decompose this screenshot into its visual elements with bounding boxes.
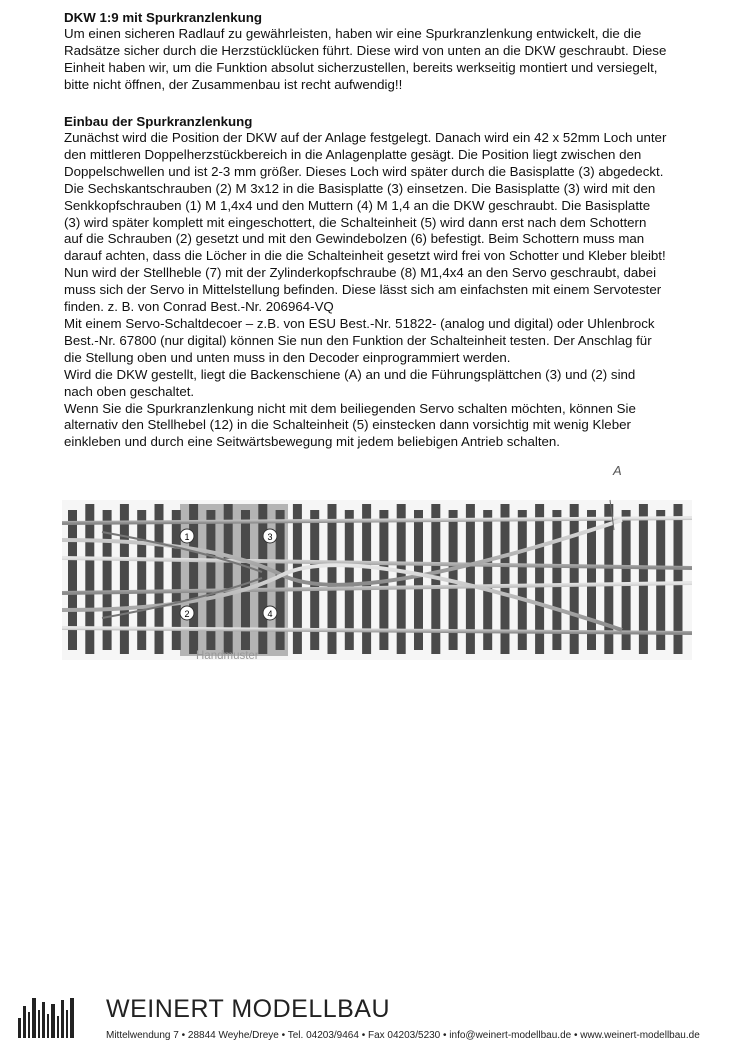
sleeper [518, 510, 527, 650]
paragraph-line: die Stellung oben und unten muss in den Decoder einprogrammiert werden. [64, 349, 511, 365]
paragraph-line: einkleben und durch eine Seitwärtsbewegung mit jedem beliebigen Antrieb schalten. [64, 434, 560, 450]
paragraph-line: Die Sechskantschrauben (2) M 3x12 in die Basisplatte (3) einsetzen. Die Basisplatte (3) wird mit den [64, 180, 656, 196]
paragraph-line: Radsätze sicher durch die Herzstücklücken führt. Diese wird von unten an die DKW geschraubt. Diese [64, 42, 667, 58]
paragraph-line: bitte nicht öffnen, der Zusammenbau ist recht aufwendig!! [64, 76, 403, 92]
callout-label: 2 [184, 609, 190, 619]
callout-4 [263, 606, 277, 620]
weinert-logo-mark [18, 998, 82, 1038]
paragraph-line: Einheit haben wir, um die Funktion absolut sicherzustellen, bereits werkseitig montiert und versiegelt, [64, 59, 658, 75]
sleeper [552, 510, 561, 650]
paragraph-line: Nun wird der Stellheble (7) mit der Zylinderkopfschraube (8) M1,4x4 an den Servo geschraubt, dabei [64, 265, 657, 281]
sleeper [85, 504, 94, 654]
section-heading: Einbau der Spurkranzlenkung [64, 114, 253, 129]
marker-a-label: A [613, 463, 622, 478]
sleeper [622, 510, 631, 650]
section-intro [64, 9, 714, 94]
paragraph-line: Wenn Sie die Spurkranzlenkung nicht mit dem beiliegenden Servo schalten möchten, können Sie [64, 400, 636, 416]
callout-1 [180, 529, 194, 543]
sleeper [155, 504, 164, 654]
sleeper [120, 504, 129, 654]
section-installation [64, 113, 714, 451]
paragraph-line: Senkkopfschrauben (1) M 1,4x4 und den Muttern (4) M 1,4 an die DKW geschraubt. Die Basisplatte [64, 197, 651, 213]
paragraph-line: Doppelschwellen und ist 2-3 mm größer. Dieses Loch wird später durch die Basisplatte (3) abgedeckt. [64, 163, 664, 179]
paragraph-line: darauf achten, dass die Löcher in die die Schalteinheit gesetzt wird frei von Schotter und Kleber bleibt! [64, 248, 666, 264]
callout-3 [263, 529, 277, 543]
callout-label: 4 [267, 609, 273, 619]
sleeper [224, 504, 233, 654]
paragraph-line: Zunächst wird die Position der DKW auf der Anlage festgelegt. Danach wird ein 42 x 52mm Loch unter [64, 130, 667, 145]
paragraph-line: Um einen sicheren Radlauf zu gewährleisten, haben wir eine Spurkranzlenkung entwickelt, die die [64, 26, 642, 41]
paragraph-line: (3) wird später komplett mit eingeschottert, die Schalteinheit (5) wird dann erst nach dem Schottern [64, 214, 647, 230]
sleeper [483, 510, 492, 650]
paragraph-line: auf die Schrauben (2) gesetzt und mit den Gewindebolzen (6) befestigt. Beim Schottern muss man [64, 231, 645, 247]
paragraph-line: Wird die DKW gestellt, liegt die Backenschiene (A) an und die Führungsplättchen (3) und (2) sind [64, 366, 636, 382]
paragraph-line: muss sich der Servo in Mittelstellung befinden. Diese lässt sich am einfachsten mit einem Servotester [64, 282, 662, 298]
paragraph-line: alternativ den Stellhebel (12) in die Schalteinheit (5) einstecken dann vorsichtig mit wenig Kleber [64, 417, 631, 433]
figure-caption: Handmuster [196, 650, 259, 662]
double-slip-switch-illustration [62, 460, 692, 675]
brand-name: WEINERT MODELLBAU [106, 995, 391, 1023]
company-address: Mittelwendung 7 • 28844 Weyhe/Dreye • Tel. 04203/9464 • Fax 04203/5230 • info@weinert-modellbau.de • www.weinert-modellbau.de [106, 1030, 700, 1041]
paragraph-line: den mittleren Doppelherzstückbereich in die Anlagenplatte gesägt. Die Position liegt zwischen den [64, 146, 642, 162]
footer [18, 995, 748, 1045]
paragraph-line: nach oben geschaltet. [64, 383, 195, 399]
callout-label: 1 [184, 532, 190, 542]
sleeper [656, 510, 665, 650]
callout-2 [180, 606, 194, 620]
track-photo [62, 460, 692, 675]
paragraph-line: finden. z. B. von Conrad Best.-Nr. 206964-VQ [64, 299, 334, 315]
sleeper [189, 504, 198, 654]
paragraph-line: Mit einem Servo-Schaltdecoer – z.B. von ESU Best.-Nr. 51822- (analog und digital) oder Uhlenbrock [64, 315, 655, 331]
paragraph-line: Best.-Nr. 67800 (nur digital) können Sie nun den Funktion der Schalteinheit testen. Der Anschlag für [64, 332, 652, 348]
callout-label: 3 [267, 532, 273, 542]
section-heading: DKW 1:9 mit Spurkranzlenkung [64, 10, 262, 25]
